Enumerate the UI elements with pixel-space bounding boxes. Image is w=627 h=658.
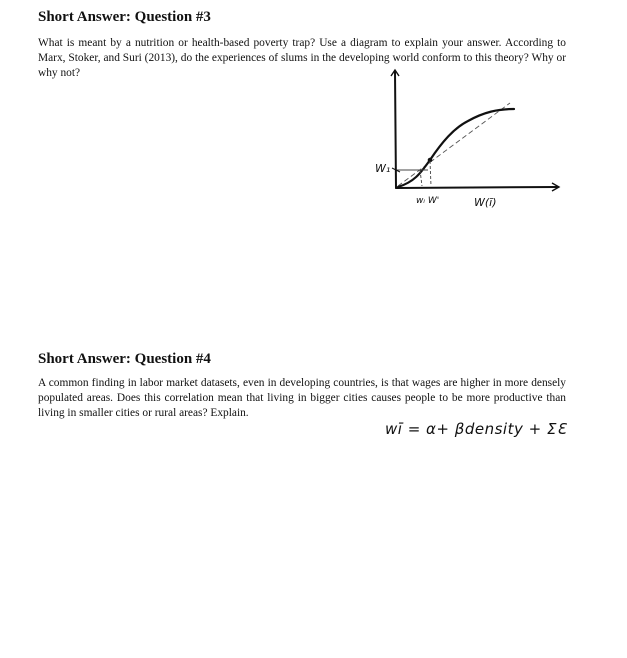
x-tick-labels: wᵢ W' [416, 196, 440, 206]
question-3-heading: Short Answer: Question #3 [38, 9, 211, 25]
question-4-heading: Short Answer: Question #4 [38, 351, 211, 367]
poverty-trap-diagram [362, 66, 572, 216]
question-3-text: What is meant by a nutrition or health-based poverty trap? Use a diagram to explain your answer. According to Marx, Stoker, and Suri (2013), do the experiences of slums in the developing world conform to this theory? Why or why not? [38, 37, 566, 79]
y-label-w1: W₁ [375, 162, 391, 175]
question-4-text: A common finding in labor market datasets, even in developing countries, is that wages are higher in more densely populated areas. Does this correlation mean that living in bigger cities causes people to be more productive than living in smaller cities or rural areas? Explain. [38, 377, 566, 419]
handwritten-equation: wī = α+ βdensity + ΣƐ [385, 420, 567, 438]
y-axis [395, 72, 396, 188]
forty-five-degree-line [398, 103, 510, 186]
x-axis [396, 187, 558, 188]
w-prime-guide-line [430, 161, 431, 186]
s-curve [398, 109, 514, 187]
x-axis-label: W(ī) [474, 196, 497, 209]
